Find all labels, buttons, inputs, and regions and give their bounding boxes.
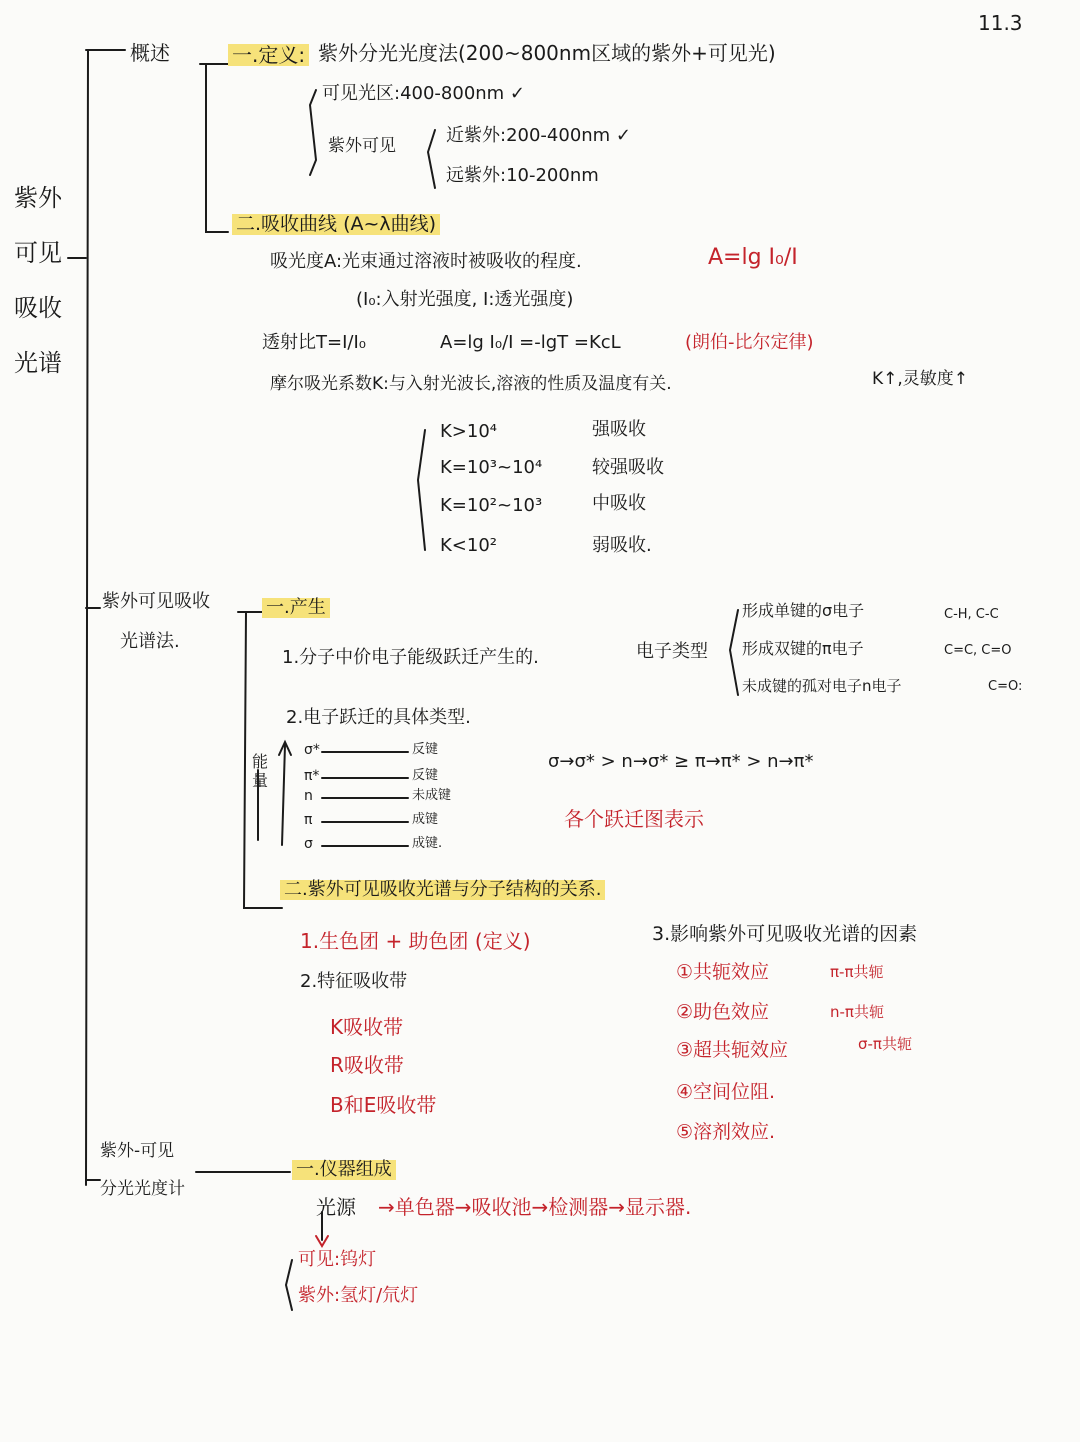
electron-type: 形成双键的π电子 [742,639,864,658]
sec3-title-line1: 紫外-可见 [100,1141,175,1161]
chromophore-auxochrome: 1.生色团 + 助色团 (定义) [300,929,531,953]
absorbance-definition: 吸光度A:光束通过溶液时被吸收的程度. [270,251,582,272]
sensitivity-note: K↑,灵敏度↑ [872,369,969,389]
electron-example: C-H, C-C [944,607,999,622]
level-symbol: π [304,812,313,828]
level-label: 反键 [412,742,439,757]
sec2-title-line1: 紫外可见吸收 [102,591,210,612]
instrument-title: 一.仪器组成 [292,1160,396,1180]
factor-note: n-π共轭 [830,1003,884,1021]
k-desc: 中吸收 [592,493,646,514]
sec2-title-line2: 光谱法. [120,631,180,652]
transition-order: σ→σ* > n→σ* ≥ π→π* > n→π* [548,751,814,772]
factor-item: ②助色效应 [676,1001,770,1023]
root-line-2: 可见 [14,239,62,267]
sec3-title-line2: 分光光度计 [100,1179,185,1199]
factor-item: ①共轭效应 [676,961,770,983]
sec1-title: 概述 [130,41,170,65]
k-desc: 较强吸收 [592,457,664,478]
k-range: K<10² [440,535,498,556]
uv-lamp: 紫外:氢灯/氘灯 [298,1285,419,1306]
factor-item: ③超共轭效应 [676,1039,789,1061]
band-item: K吸收带 [330,1015,404,1039]
k-desc: 强吸收 [592,419,646,440]
electron-type-label: 电子类型 [636,641,708,662]
generation-point-1: 1.分子中价电子能级跃迁产生的. [282,647,539,668]
electron-example: C=C, C=O [944,643,1012,658]
uv-visible-label: 紫外可见 [328,136,396,156]
chain-start: 光源 [316,1195,356,1219]
energy-axis-label: 能量 [252,752,269,791]
factor-note: σ-π共轭 [858,1035,912,1053]
definition-text: 紫外分光光度法(200~800nm区域的紫外+可见光) [318,41,776,65]
root-line-4: 光谱 [14,349,62,377]
intensity-note: (I₀:入射光强度, I:透光强度) [356,289,574,310]
visible-lamp: 可见:钨灯 [298,1249,377,1270]
root-line-3: 吸收 [14,294,62,322]
far-uv-range: 远紫外:10-200nm [446,165,599,186]
level-symbol: n [304,788,313,804]
electron-type: 未成键的孤对电子n电子 [742,677,902,695]
generation-point-2: 2.电子跃迁的具体类型. [286,707,471,728]
absorption-curve-title: 二.吸收曲线 (A~λ曲线) [232,214,440,235]
factors-title: 3.影响紫外可见吸收光谱的因素 [652,923,918,945]
instrument-chain: →单色器→吸收池→检测器→显示器. [378,1195,692,1219]
near-uv-range: 近紫外:200-400nm ✓ [446,125,632,146]
level-label: 成键 [412,812,439,827]
band-item: B和E吸收带 [330,1093,437,1117]
k-range: K>10⁴ [440,421,498,442]
beer-lambert-law-name: (朗伯-比尔定律) [685,332,814,353]
band-item: R吸收带 [330,1053,404,1077]
beer-lambert-formula: A=lg I₀/I =-lgT =KcL [440,332,621,353]
date-note: 11.3 [978,11,1023,35]
k-range: K=10²~10³ [440,495,543,516]
factor-item: ④空间位阻. [676,1081,776,1103]
level-label: 成键. [412,836,443,851]
bands-title: 2.特征吸收带 [300,971,408,992]
level-symbol: π* [304,768,320,784]
transition-diagram-note: 各个跃迁图表示 [564,807,704,831]
k-range: K=10³~10⁴ [440,457,543,478]
level-label: 反键 [412,768,439,783]
absorbance-formula: A=lg I₀/I [708,245,798,270]
level-symbol: σ* [304,742,320,758]
structure-relation-title: 二.紫外可见吸收光谱与分子结构的关系. [280,880,605,900]
generation-title: 一.产生 [262,598,330,618]
level-symbol: σ [304,836,313,852]
k-desc: 弱吸收. [592,535,652,556]
definition-label: 一.定义: [228,44,309,66]
level-label: 未成键 [412,788,452,803]
visible-range: 可见光区:400-800nm ✓ [322,83,526,104]
factor-item: ⑤溶剂效应. [676,1121,776,1143]
electron-example: C=O: [988,679,1023,694]
root-line-1: 紫外 [14,184,62,212]
factor-note: π-π共轭 [830,963,884,981]
molar-absorptivity: 摩尔吸光系数K:与入射光波长,溶液的性质及温度有关. [270,374,672,394]
transmittance: 透射比T=I/I₀ [262,332,366,353]
electron-type: 形成单键的σ电子 [742,601,865,620]
